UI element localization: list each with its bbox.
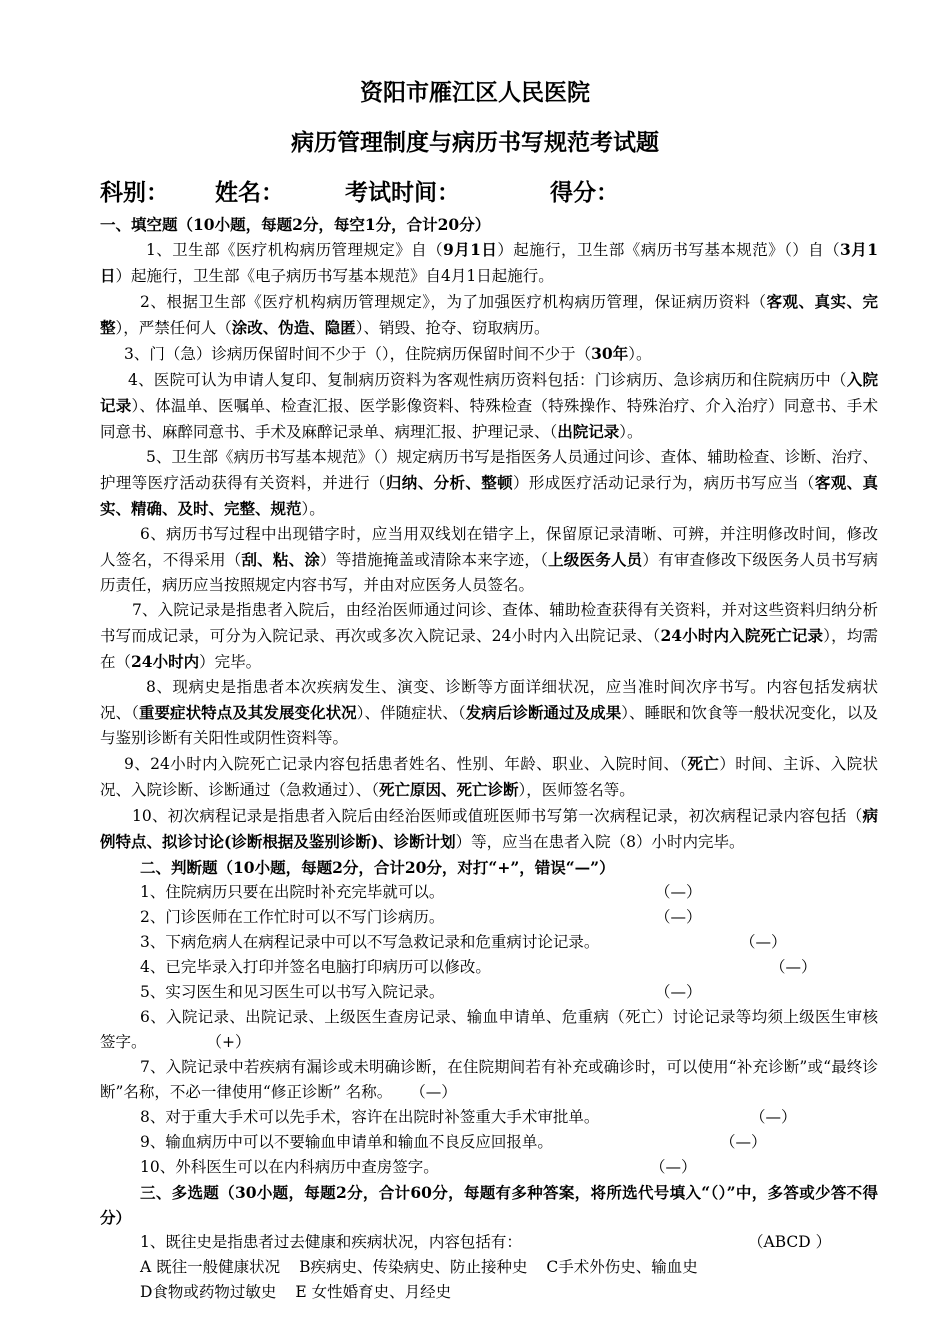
- fill-question-9: 9、24小时内入院死亡记录内容包括患者姓名、性别、年龄、职业、入院时间、（死亡）时间、主诉、入院状况、入院诊断、诊断通过（急救通过）、（死亡原因、死亡诊断），医师签名等。: [100, 754, 878, 799]
- judge-item-10: [100, 1155, 878, 1180]
- fill-question-7: 7、入院记录是指患者入院后，由经治医师通过问诊、查体、辅助检查获得有关资料，并对这些资料归纳分析书写而成记录，可分为入院记录、再次或多次入院记录、24小时内入出院记录、（24小时内入院死亡记录），均需在（24小时内）完毕。: [100, 601, 878, 671]
- section1-heading: 一、填空题（10小题，每题2分，每空1分，合计20分）: [100, 215, 491, 234]
- exam-content: [100, 212, 878, 1305]
- fill-question-10: 10、初次病程记录是指患者入院后由经治医师或值班医师书写第一次病程记录，初次病程记录内容包括（病例特点、拟诊讨论(诊断根据及鉴别诊断)、诊断计划）等，应当在患者入院（8）小时内完毕。: [100, 806, 878, 851]
- judge-answer: （—）: [655, 883, 702, 901]
- fill-question-3: 3、门（急）诊病历保留时间不少于（），住院病历保留时间不少于（30年）。: [124, 344, 652, 363]
- judge-text: 6、入院记录、出院记录、上级医生查房记录、输血申请单、危重病（死亡）讨论记录等均须上级医生审核签字。: [100, 1008, 878, 1051]
- fill-question-8: 8、现病史是指患者本次疾病发生、演变、诊断等方面详细状况，应当准时间次序书写。内容包括发病状况、（重要症状特点及其发展变化状况）、伴随症状、（发病后诊断通过及成果）、睡眠和饮食等一般状况变化，以及与鉴别诊断有关阳性或阴性资料等。: [100, 678, 878, 747]
- option-e: E 女性婚育史、月经史: [295, 1283, 452, 1301]
- hospital-name: 资阳市雁江区人民医院: [360, 79, 590, 106]
- judge-text: 7、入院记录中若疾病有漏诊或未明确诊断，在住院期间若有补充或确诊时，可以使用“补充诊断”或“最终诊断”名称，不必一律使用“修正诊断” 名称。: [100, 1058, 878, 1101]
- judge-answer: （—）: [650, 1158, 697, 1176]
- option-c: C手术外伤史、输血史: [546, 1258, 698, 1276]
- judge-answer: （+）: [206, 1033, 251, 1051]
- judge-item-5: [100, 980, 878, 1005]
- judge-text: 4、已完毕录入打印并签名电脑打印病历可以修改。: [140, 958, 491, 976]
- multi-options-row-2: [100, 1280, 878, 1305]
- name-label: 姓名：: [215, 179, 284, 206]
- judge-item-9: [100, 1130, 878, 1155]
- multi-answer: （ABCD ）: [748, 1233, 832, 1251]
- judge-item-6: [100, 1005, 878, 1055]
- fill-question-5: 5、卫生部《病历书写基本规范》（）规定病历书写是指医务人员通过问诊、查体、辅助检查、诊断、治疗、护理等医疗活动获得有关资料，并进行（归纳、分析、整顿）形成医疗活动记录行为，病历书写应当（客观、真实、精确、及时、完整、规范）。: [100, 448, 878, 518]
- judge-text: 8、对于重大手术可以先手术，容许在出院时补签重大手术审批单。: [140, 1108, 600, 1126]
- judge-item-8: [100, 1105, 878, 1130]
- judge-text: 3、下病危病人在病程记录中可以不写急救记录和危重病讨论记录。: [140, 933, 600, 951]
- judge-text: 1、住院病历只要在出院时补充完毕就可以。: [140, 883, 445, 901]
- dept-label: 科别：: [100, 179, 169, 206]
- score-label: 得分：: [550, 179, 619, 206]
- option-d: D食物或药物过敏史: [140, 1283, 277, 1301]
- judge-answer: （—）: [410, 1083, 457, 1101]
- multi-options-row-1: [100, 1255, 878, 1280]
- fill-question-2: 2、根据卫生部《医疗机构病历管理规定》，为了加强医疗机构病历管理，保证病历资料（客观、真实、完整），严禁任何人（涂改、伪造、隐匿）、销毁、抢夺、窃取病历。: [100, 292, 878, 337]
- fill-question-4: 4、医院可认为申请人复印、复制病历资料为客观性病历资料包括：门诊病历、急诊病历和住院病历中（入院记录）、体温单、医嘱单、检查汇报、医学影像资料、特殊检查（特殊操作、特殊治疗、介入治疗）同意书、手术同意书、麻醉同意书、手术及麻醉记录单、病理汇报、护理记录、（出院记录）。: [100, 370, 878, 441]
- judge-answer: （—）: [750, 1108, 797, 1126]
- option-b: B疾病史、传染病史、防止接种史: [299, 1258, 528, 1276]
- judge-answer: （—）: [740, 933, 787, 951]
- judge-text: 10、外科医生可以在内科病历中查房签字。: [140, 1158, 439, 1176]
- judge-item-4: [100, 955, 878, 980]
- option-a: A 既往一般健康状况: [140, 1258, 281, 1276]
- section2-heading: 二、判断题（10小题，每题2分，合计20分，对打“+”，错误“—”）: [140, 858, 615, 877]
- judge-item-2: [100, 905, 878, 930]
- fill-question-1: 1、卫生部《医疗机构病历管理规定》自（9月1日）起施行，卫生部《病历书写基本规范》（）自（3月1日）起施行，卫生部《电子病历书写基本规范》自4月1日起施行。: [100, 240, 878, 285]
- judge-answer: （—）: [655, 908, 702, 926]
- judge-answer: （—）: [770, 958, 817, 976]
- judge-item-3: [100, 930, 878, 955]
- judge-item-7: [100, 1055, 878, 1105]
- judge-answer: （—）: [720, 1133, 767, 1151]
- judge-text: 9、输血病历中可以不要输血申请单和输血不良反应回报单。: [140, 1133, 553, 1151]
- multi-question-text: 1、既往史是指患者过去健康和疾病状况，内容包括有：: [140, 1233, 522, 1251]
- judge-text: 2、门诊医师在工作忙时可以不写门诊病历。: [140, 908, 445, 926]
- fill-question-6: 6、病历书写过程中出现错字时，应当用双线划在错字上，保留原记录清晰、可辨，并注明修改时间，修改人签名，不得采用（刮、粘、涂）等措施掩盖或清除本来字迹，（上级医务人员）有审查修改下级医务人员书写病历责任，病历应当按照规定内容书写，并由对应医务人员签名。: [100, 525, 878, 594]
- multi-question-1: [100, 1230, 878, 1255]
- exam-title: 病历管理制度与病历书写规范考试题: [291, 129, 659, 156]
- judge-text: 5、实习医生和见习医生可以书写入院记录。: [140, 983, 445, 1001]
- judge-answer: （—）: [655, 983, 702, 1001]
- judge-item-1: [100, 880, 878, 905]
- section3-heading: 三、多选题（30小题，每题2分，合计60分，每题有多种答案，将所选代号填入“（）”中，多答或少答不得分）: [100, 1183, 878, 1227]
- time-label: 考试时间：: [345, 179, 460, 206]
